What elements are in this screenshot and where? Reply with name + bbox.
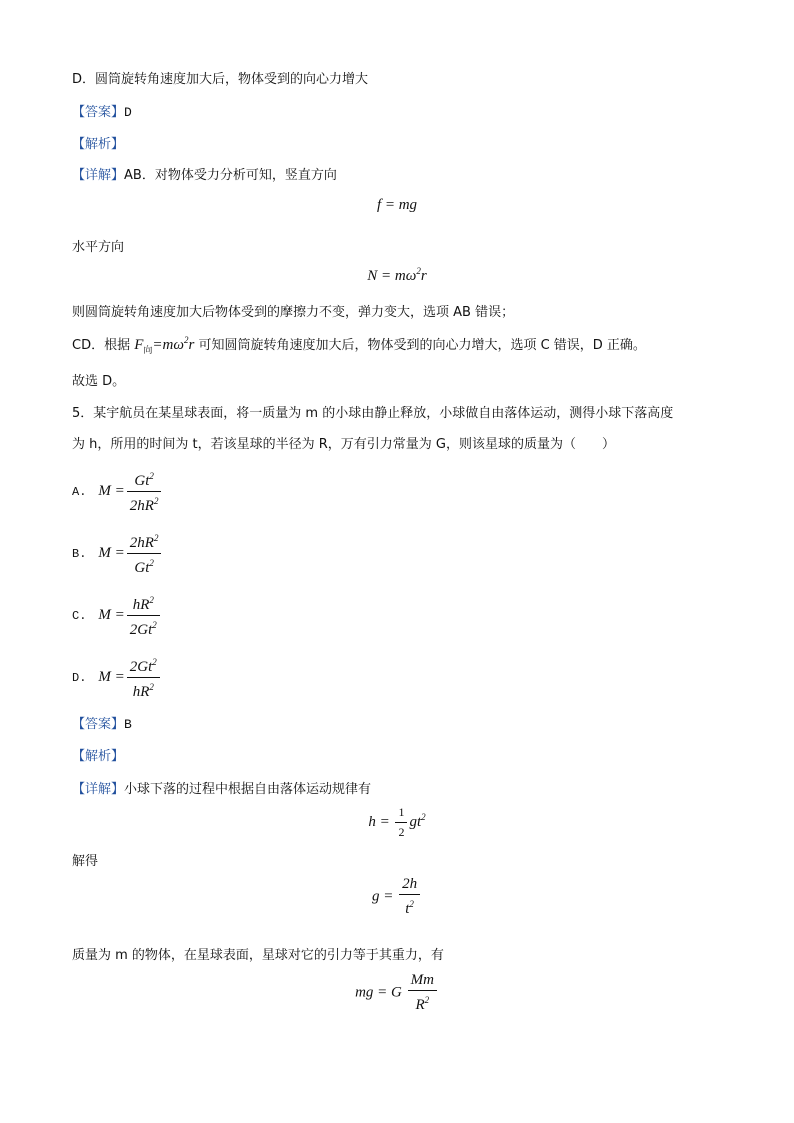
eq-g-exp: 2 [409, 899, 414, 909]
eq2-left: N = mω [367, 268, 417, 284]
eq-m-fraction [408, 972, 437, 1014]
frac-den-exp: 2 [149, 558, 154, 568]
detail-tag: 【详解】 [72, 168, 125, 183]
analysis-tag [72, 133, 124, 152]
question-5-line-2: 为 h，所用的时间为 t，若该星球的半径为 R，万有引力常量为 G，则该星球的质量为（ ） [72, 437, 615, 452]
frac-den: 2hR [129, 498, 154, 514]
eq-h-num: 1 [395, 804, 407, 823]
frac-den-exp: 2 [152, 620, 157, 630]
option-d [72, 654, 162, 701]
q5-detail-line [72, 778, 371, 797]
q5-answer-line [72, 713, 132, 732]
detail-line [72, 164, 337, 183]
answer-value: D [124, 105, 132, 120]
eq-g-num: 2h [399, 876, 420, 895]
answer-tag: 【答案】 [72, 105, 125, 120]
para2-sub: 向 [143, 345, 153, 355]
eq-g-lhs: g = [371, 888, 394, 905]
q5-answer-value: B [124, 717, 132, 732]
para2-force [134, 337, 194, 353]
eq-h-den: 2 [398, 825, 405, 839]
option-letter: A. [72, 484, 87, 499]
frac-num-exp: 2 [153, 533, 159, 543]
eq-m-den: R [415, 997, 425, 1013]
para2-F: F [134, 337, 144, 353]
frac-num-exp: 2 [149, 471, 154, 481]
eq-g-den: t [405, 901, 410, 917]
paragraph-2 [72, 334, 646, 356]
option-letter: D. [72, 670, 87, 685]
frac-num: hR [132, 597, 150, 613]
eq2-exp: 2 [416, 266, 421, 276]
q5-analysis-tag [72, 745, 124, 764]
eq-h-lhs: h = [368, 813, 390, 830]
option-a [72, 468, 163, 515]
option-letter: B. [72, 546, 87, 561]
option-letter: C. [72, 608, 87, 623]
eq-h-fraction [395, 804, 407, 841]
eq-m-lhs: mg = G [355, 984, 402, 1001]
eq-g-fraction [399, 876, 420, 918]
q5-detail-tag: 【详解】 [72, 782, 125, 797]
option-lhs: M = [98, 483, 125, 499]
detail-text: AB．对物体受力分析可知，竖直方向 [124, 168, 337, 183]
para2-a: CD．根据 [72, 338, 135, 353]
q5-analysis-label: 【解析】 [72, 749, 125, 764]
question-5-line-1: 5．某宇航员在某星球表面，将一质量为 m 的小球由静止释放，小球做自由落体运动，测得小球下落高度 [72, 406, 674, 421]
frac-den: Gt [134, 560, 150, 576]
q5-answer-tag: 【答案】 [72, 717, 125, 732]
eq-m-exp: 2 [424, 995, 430, 1005]
eq2-right: r [420, 268, 427, 284]
frac-num: Gt [134, 473, 150, 489]
frac-num: 2hR [129, 535, 154, 551]
option-fraction [127, 530, 162, 577]
option-fraction [127, 592, 160, 639]
solve-label: 解得 [72, 854, 99, 869]
frac-den-exp: 2 [153, 496, 159, 506]
eq-h-exp: 2 [421, 811, 426, 822]
frac-num-exp: 2 [152, 657, 157, 667]
frac-den-exp: 2 [149, 682, 154, 692]
option-b [72, 530, 163, 577]
equation-normal-force [0, 266, 794, 285]
frac-num-exp: 2 [149, 595, 154, 605]
frac-num: 2Gt [129, 659, 153, 675]
frac-den: 2Gt [129, 622, 153, 638]
option-fraction [127, 654, 160, 701]
analysis-label: 【解析】 [72, 137, 125, 152]
option-lhs: M = [98, 545, 125, 561]
para2-b: 可知圆筒旋转角速度加大后，物体受到的向心力增大，选项 C 错误，D 正确。 [194, 338, 646, 353]
horizontal-label: 水平方向 [72, 240, 125, 255]
frac-den: hR [132, 684, 150, 700]
answer-line [72, 101, 132, 120]
equation-mass [0, 972, 794, 1014]
equation-gravity [0, 876, 794, 918]
eq-m-num: Mm [408, 972, 437, 991]
option-lhs: M = [98, 669, 125, 685]
para2-exp: 2 [183, 335, 189, 345]
option-lhs: M = [98, 607, 125, 623]
option-c [72, 592, 162, 639]
q5-detail-text: 小球下落的过程中根据自由落体运动规律有 [124, 782, 372, 797]
para2-eq: =mω [152, 337, 184, 353]
paragraph-1: 则圆筒旋转角速度加大后物体受到的摩擦力不变，弹力变大，选项 AB 错误； [72, 305, 515, 320]
eq-h-rhs: gt [409, 813, 422, 830]
conclusion: 故选 D。 [72, 374, 126, 389]
option-d-text: D．圆筒旋转角速度加大后，物体受到的向心力增大 [72, 72, 369, 87]
para2-r: r [188, 337, 195, 353]
equation-friction: f = mg [376, 197, 418, 213]
equation-height [0, 804, 794, 841]
mass-paragraph: 质量为 m 的物体，在星球表面，星球对它的引力等于其重力，有 [72, 948, 444, 963]
option-fraction [127, 468, 162, 515]
